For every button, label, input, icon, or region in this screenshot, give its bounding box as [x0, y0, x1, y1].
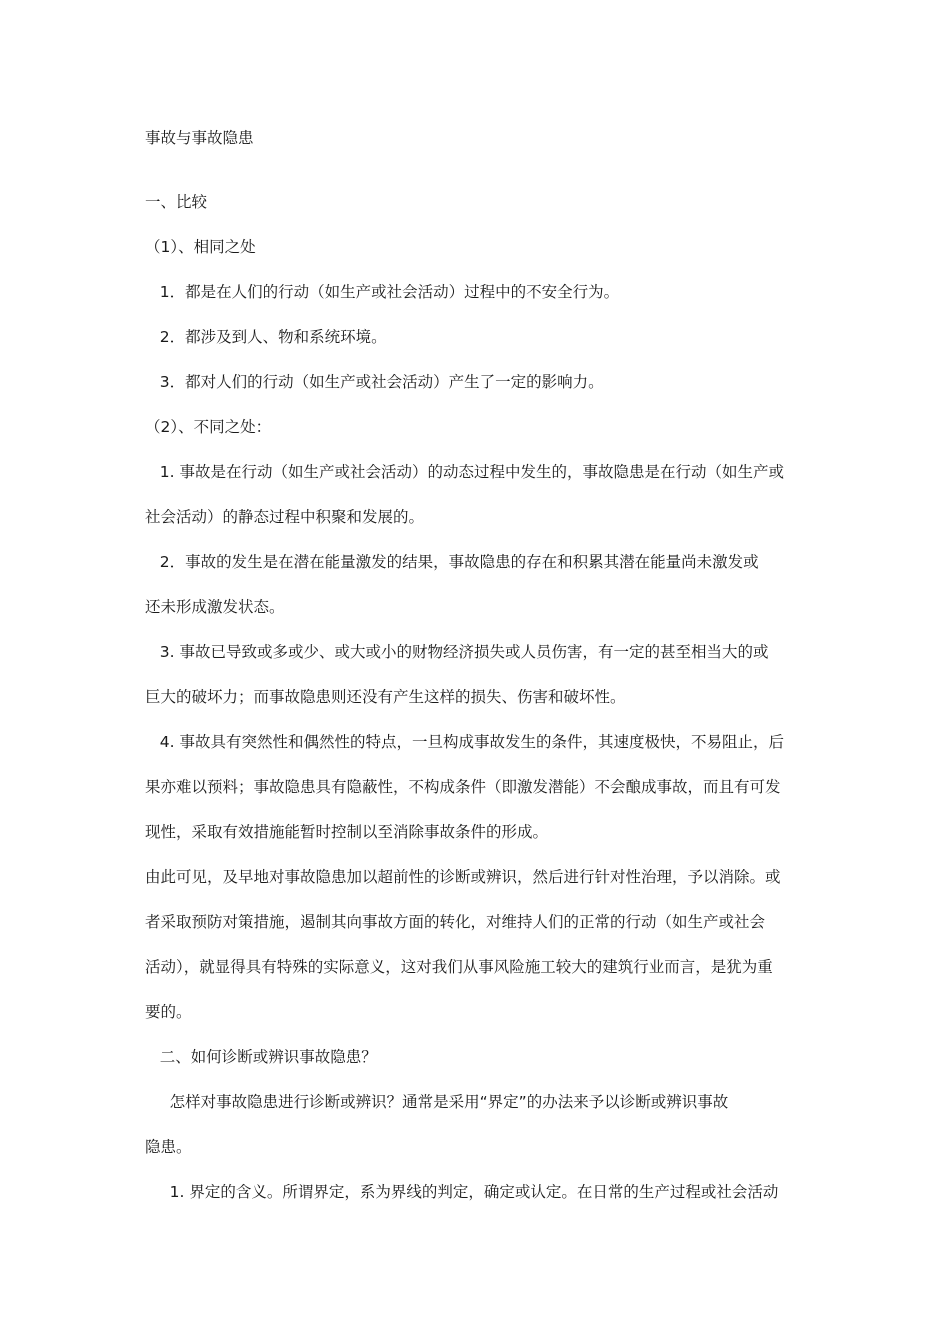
paragraph-line: 1．都是在人们的行动（如生产或社会活动）过程中的不安全行为。 [145, 283, 620, 301]
paragraph-line: 果亦难以预料；事故隐患具有隐蔽性，不构成条件（即激发潜能）不会酿成事故，而且有可发 [145, 778, 781, 796]
paragraph-line: 社会活动）的静态过程中积聚和发展的。 [145, 508, 425, 526]
paragraph-line: 2．都涉及到人、物和系统环境。 [145, 328, 387, 346]
subsection-heading: （2）、不同之处： [145, 418, 272, 436]
paragraph-line: 1. 界定的含义。所谓界定，系为界线的判定，确定或认定。在日常的生产过程或社会活动 [145, 1183, 779, 1201]
paragraph-line: 活动），就显得具有特殊的实际意义，这对我们从事风险施工较大的建筑行业而言，是犹为重 [145, 958, 773, 976]
paragraph-line: 3．都对人们的行动（如生产或社会活动）产生了一定的影响力。 [145, 373, 604, 391]
section-heading: 一、比较 [145, 193, 208, 211]
paragraph-line: 怎样对事故隐患进行诊断或辨识？通常是采用“界定”的办法来予以诊断或辨识事故 [145, 1093, 729, 1111]
paragraph-line: 4. 事故具有突然性和偶然性的特点，一旦构成事故发生的条件，其速度极快，不易阻止，后 [145, 733, 784, 751]
paragraph-line: 巨大的破坏力；而事故隐患则还没有产生这样的损失、伤害和破坏性。 [145, 688, 626, 706]
paragraph-line: 现性，采取有效措施能暂时控制以至消除事故条件的形成。 [145, 823, 549, 841]
paragraph-line: 1. 事故是在行动（如生产或社会活动）的动态过程中发生的，事故隐患是在行动（如生产或 [145, 463, 784, 481]
paragraph-line: 隐患。 [145, 1138, 192, 1156]
subsection-heading: （1）、相同之处 [145, 238, 256, 256]
paragraph-line: 者采取预防对策措施，遏制其向事故方面的转化，对维持人们的正常的行动（如生产或社会 [145, 913, 766, 931]
paragraph-line: 还未形成激发状态。 [145, 598, 285, 616]
paragraph-line: 要的。 [145, 1003, 192, 1021]
paragraph-line: 2．事故的发生是在潜在能量激发的结果，事故隐患的存在和积累其潜在能量尚未激发或 [145, 553, 759, 571]
paragraph-line: 由此可见，及早地对事故隐患加以超前性的诊断或辨识，然后进行针对性治理，予以消除。或 [145, 868, 781, 886]
document-title: 事故与事故隐患 [145, 129, 254, 147]
paragraph-line: 3. 事故已导致或多或少、或大或小的财物经济损失或人员伤害，有一定的甚至相当大的或 [145, 643, 769, 661]
section-heading: 二、如何诊断或辨识事故隐患？ [145, 1048, 377, 1066]
